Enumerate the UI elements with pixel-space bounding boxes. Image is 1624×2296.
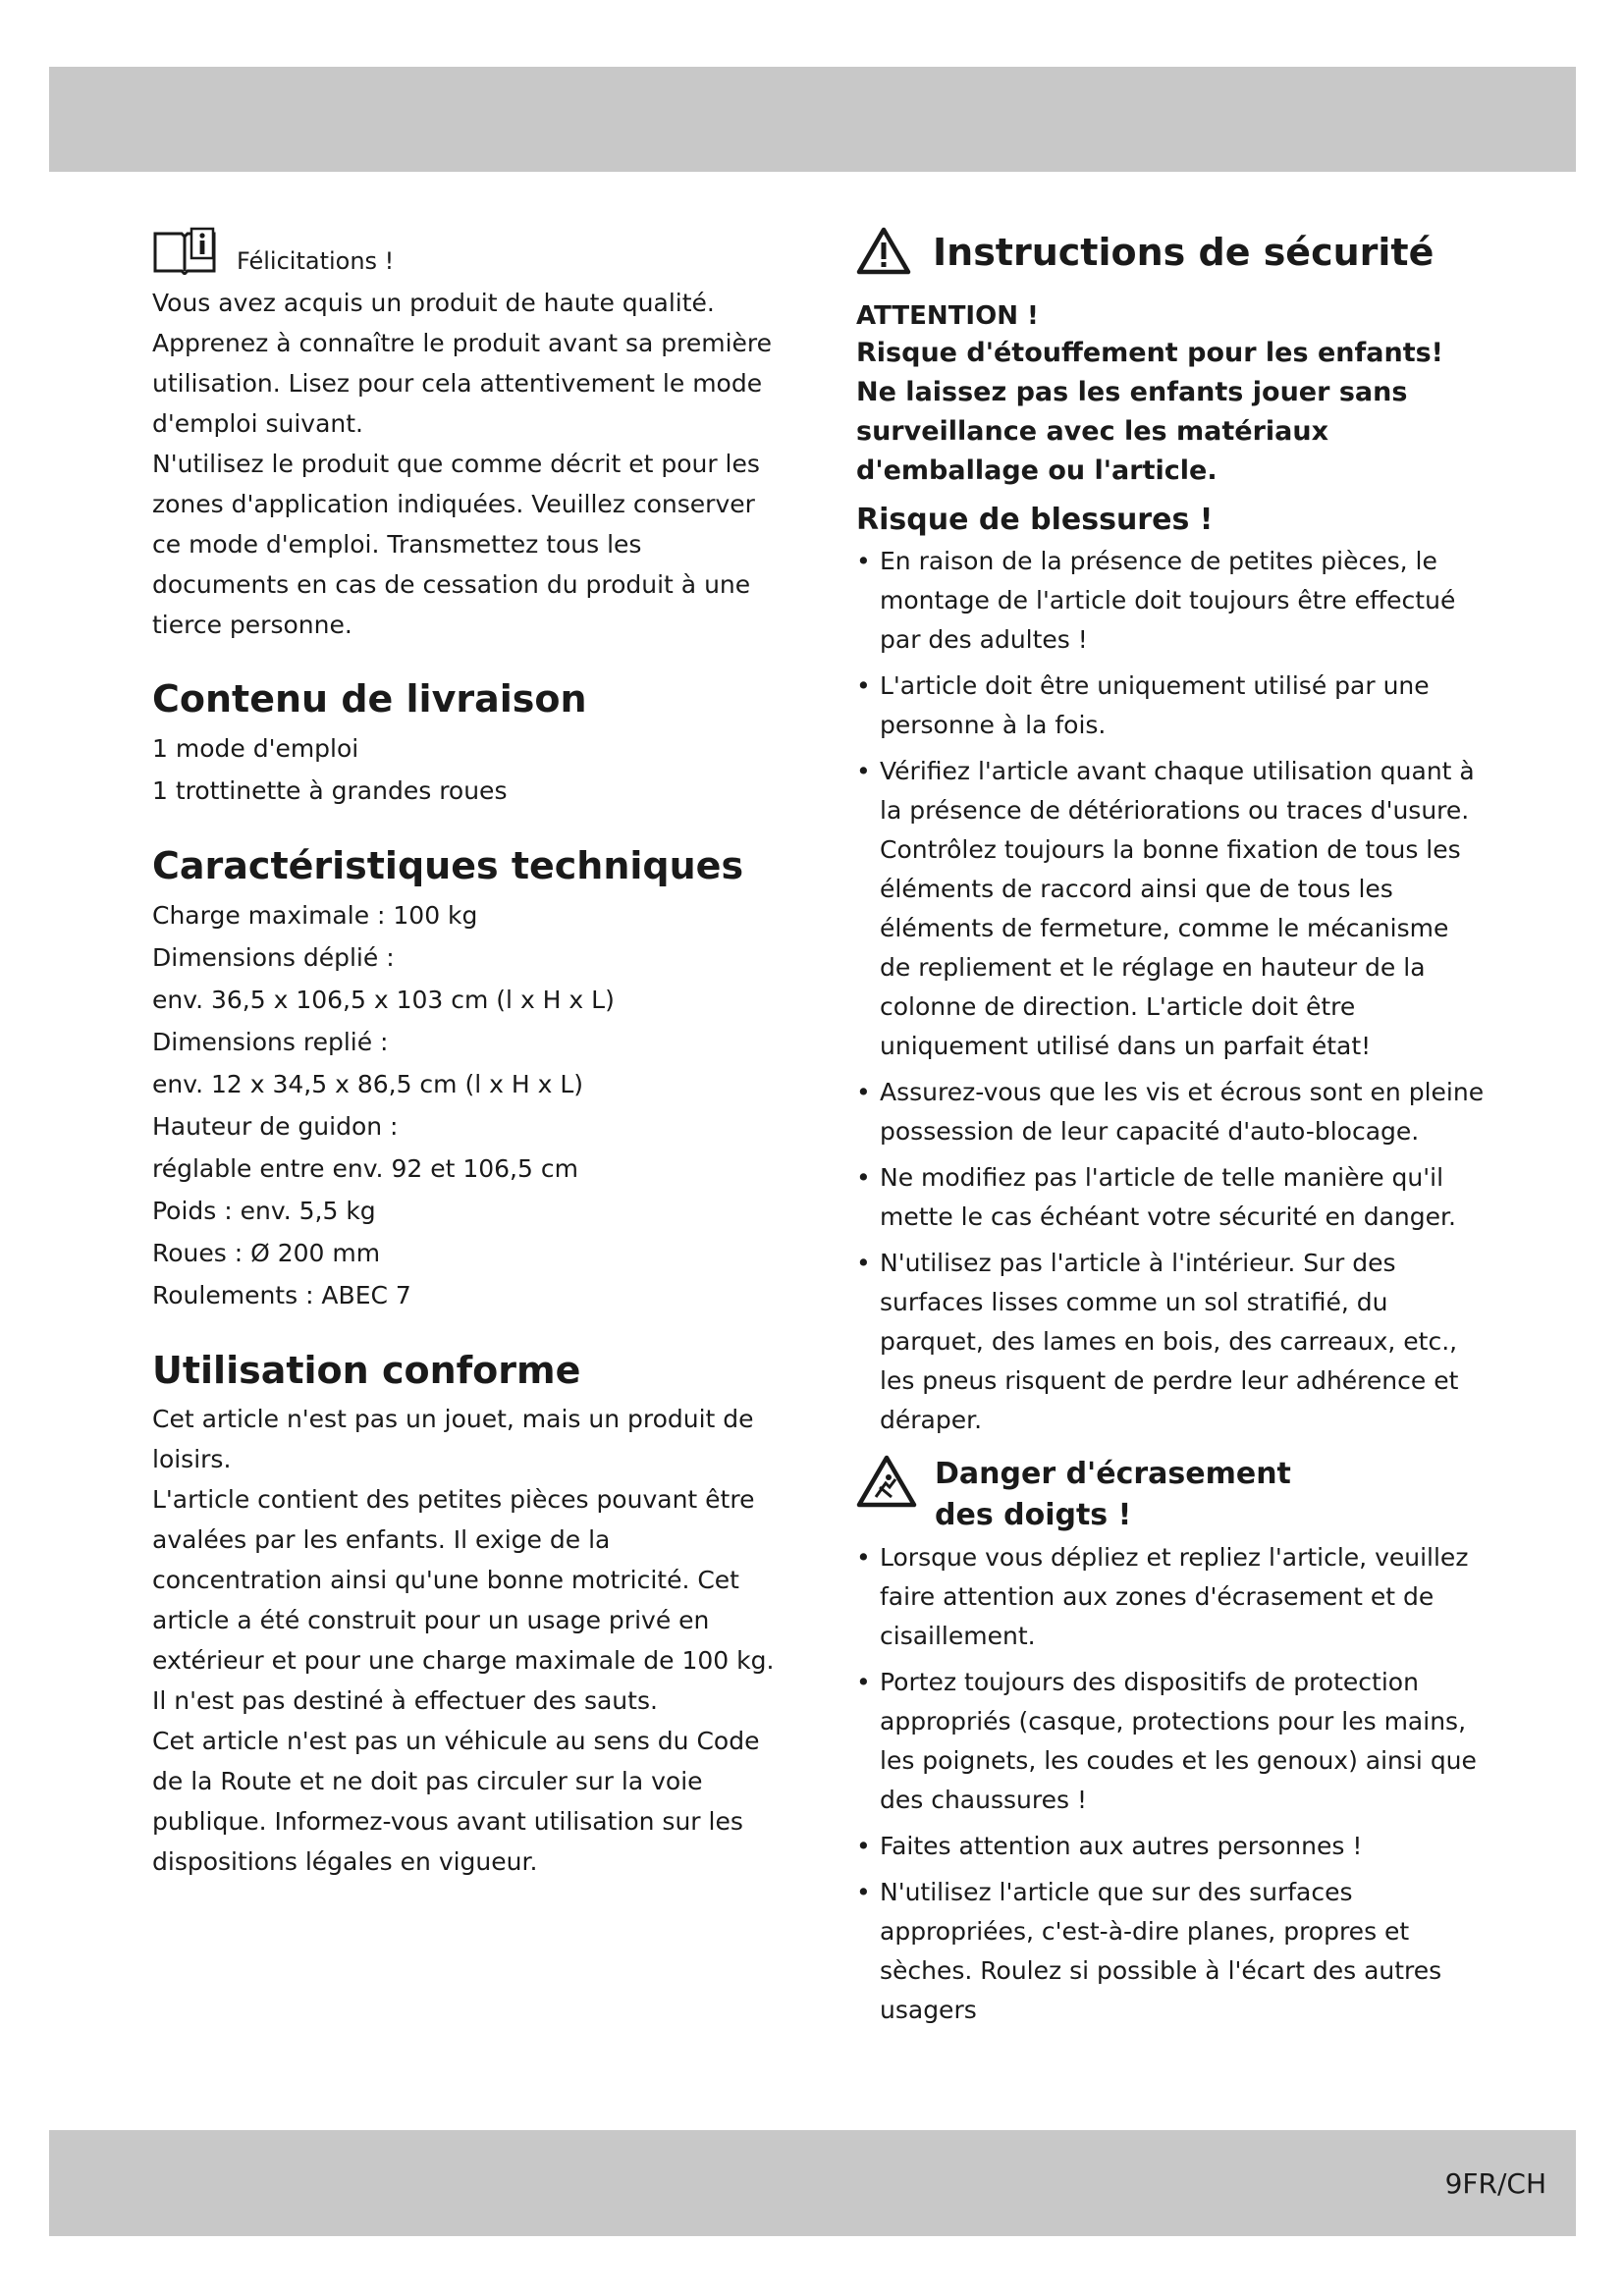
usage-paragraph: L'article contient des petites pièces pouvant être avalées par les enfants. Il exige de la concentration ainsi qu'une bonne motricité. Cet article a été construit pour un usage privé en extérieur et pour une charge maximale de 100 kg. Il n'est pas destiné à effectuer des sauts. — [152, 1485, 775, 1715]
header-band — [49, 67, 1576, 172]
spec-line: réglable entre env. 92 et 106,5 cm — [152, 1154, 578, 1183]
choking-warning — [856, 298, 1485, 491]
crush-heading — [856, 1454, 1485, 1536]
injury-title: Risque de blessures ! — [856, 503, 1214, 537]
specs-section — [152, 841, 781, 1316]
spec-line: Roues : Ø 200 mm — [152, 1239, 381, 1267]
spec-line: env. 36,5 x 106,5 x 103 cm (l x H x L) — [152, 986, 615, 1014]
safety-title: Instructions de sécurité — [933, 231, 1435, 274]
contents-item: 1 mode d'emploi — [152, 734, 359, 763]
spec-line: Charge maximale : 100 kg — [152, 901, 478, 930]
spec-line: env. 12 x 34,5 x 86,5 cm (l x H x L) — [152, 1070, 584, 1098]
choking-text: Risque d'étouffement pour les enfants! Ne laissez pas les enfants jouer sans surveillance avec les matériaux d'emballage ou l'article. — [856, 338, 1443, 486]
spec-line: Dimensions replié : — [152, 1028, 389, 1056]
spec-line: Poids : env. 5,5 kg — [152, 1197, 376, 1225]
crush-list — [856, 1538, 1485, 2030]
list-item: • Vérifiez l'article avant chaque utilisation quant à la présence de détériorations ou traces d'usure. Contrôlez toujours la bonne fixation de tous les éléments de raccord ainsi que de tous les éléments de fermeture, comme le mécanisme de repliement et le réglage en hauteur de la colonne de direction. L'article doit être uniquement utilisé dans un parfait état! — [856, 757, 1475, 1060]
usage-section — [152, 1346, 781, 1882]
spec-line: Dimensions déplié : — [152, 943, 395, 972]
list-item: • Lorsque vous dépliez et repliez l'article, veuillez faire attention aux zones d'écrasement et de cisaillement. — [856, 1543, 1469, 1650]
info-book-icon — [152, 226, 217, 279]
contents-item: 1 trottinette à grandes roues — [152, 776, 508, 805]
intro-paragraph: Vous avez acquis un produit de haute qualité. Apprenez à connaître le produit avant sa première utilisation. Lisez pour cela attentivement le mode d'emploi suivant. — [152, 289, 773, 438]
intro-section — [152, 226, 781, 645]
page-number: 9FR/CH — [1444, 2167, 1546, 2200]
list-item: • Ne modifiez pas l'article de telle manière qu'il mette le cas échéant votre sécurité en danger. — [856, 1163, 1456, 1231]
right-column — [856, 226, 1485, 2037]
list-item: • L'article doit être uniquement utilisé par une personne à la fois. — [856, 671, 1430, 739]
contents-title: Contenu de livraison — [152, 677, 587, 721]
crush-title: Danger d'écrasement des doigts ! — [935, 1457, 1291, 1532]
list-item: • Portez toujours des dispositifs de protection appropriés (casque, protections pour les mains, les poignets, les coudes et les genoux) ainsi que des chaussures ! — [856, 1668, 1477, 1814]
warning-triangle-icon — [856, 226, 911, 279]
usage-paragraph: Cet article n'est pas un jouet, mais un produit de loisirs. — [152, 1405, 754, 1473]
spec-line: Hauteur de guidon : — [152, 1112, 399, 1141]
contents-section — [152, 674, 781, 812]
finger-crush-warning-icon — [856, 1454, 917, 1513]
intro-label: Félicitations ! — [237, 247, 395, 275]
spec-line: Roulements : ABEC 7 — [152, 1281, 411, 1309]
list-item: • Assurez-vous que les vis et écrous sont en pleine possession de leur capacité d'auto-blocage. — [856, 1078, 1485, 1146]
left-column — [152, 226, 781, 1882]
list-item: • N'utilisez pas l'article à l'intérieur. Sur des surfaces lisses comme un sol stratifié, du parquet, des lames en bois, des carreaux, etc., les pneus risquent de perdre leur adhérence et déraper. — [856, 1249, 1459, 1434]
footer-band — [49, 2130, 1576, 2236]
list-item: • N'utilisez l'article que sur des surfaces appropriées, c'est-à-dire planes, propres et sèches. Roulez si possible à l'écart des autres usagers — [856, 1878, 1442, 2024]
attention-label: ATTENTION ! — [856, 301, 1039, 331]
injury-list — [856, 542, 1485, 1440]
list-item: • Faites attention aux autres personnes ! — [856, 1832, 1363, 1860]
injury-section — [856, 501, 1485, 1440]
list-item: • En raison de la présence de petites pièces, le montage de l'article doit toujours être effectué par des adultes ! — [856, 547, 1456, 654]
specs-title: Caractéristiques techniques — [152, 844, 744, 887]
intro-heading — [152, 226, 781, 279]
intro-paragraph: N'utilisez le produit que comme décrit et pour les zones d'application indiquées. Veuillez conserver ce mode d'emploi. Transmettez tous les documents en cas de cessation du produit à une tierce personne. — [152, 450, 760, 639]
safety-heading — [856, 226, 1485, 279]
usage-paragraph: Cet article n'est pas un véhicule au sens du Code de la Route et ne doit pas circuler sur la voie publique. Informez-vous avant utilisation sur les dispositions légales en vigueur. — [152, 1727, 760, 1876]
usage-title: Utilisation conforme — [152, 1349, 581, 1392]
